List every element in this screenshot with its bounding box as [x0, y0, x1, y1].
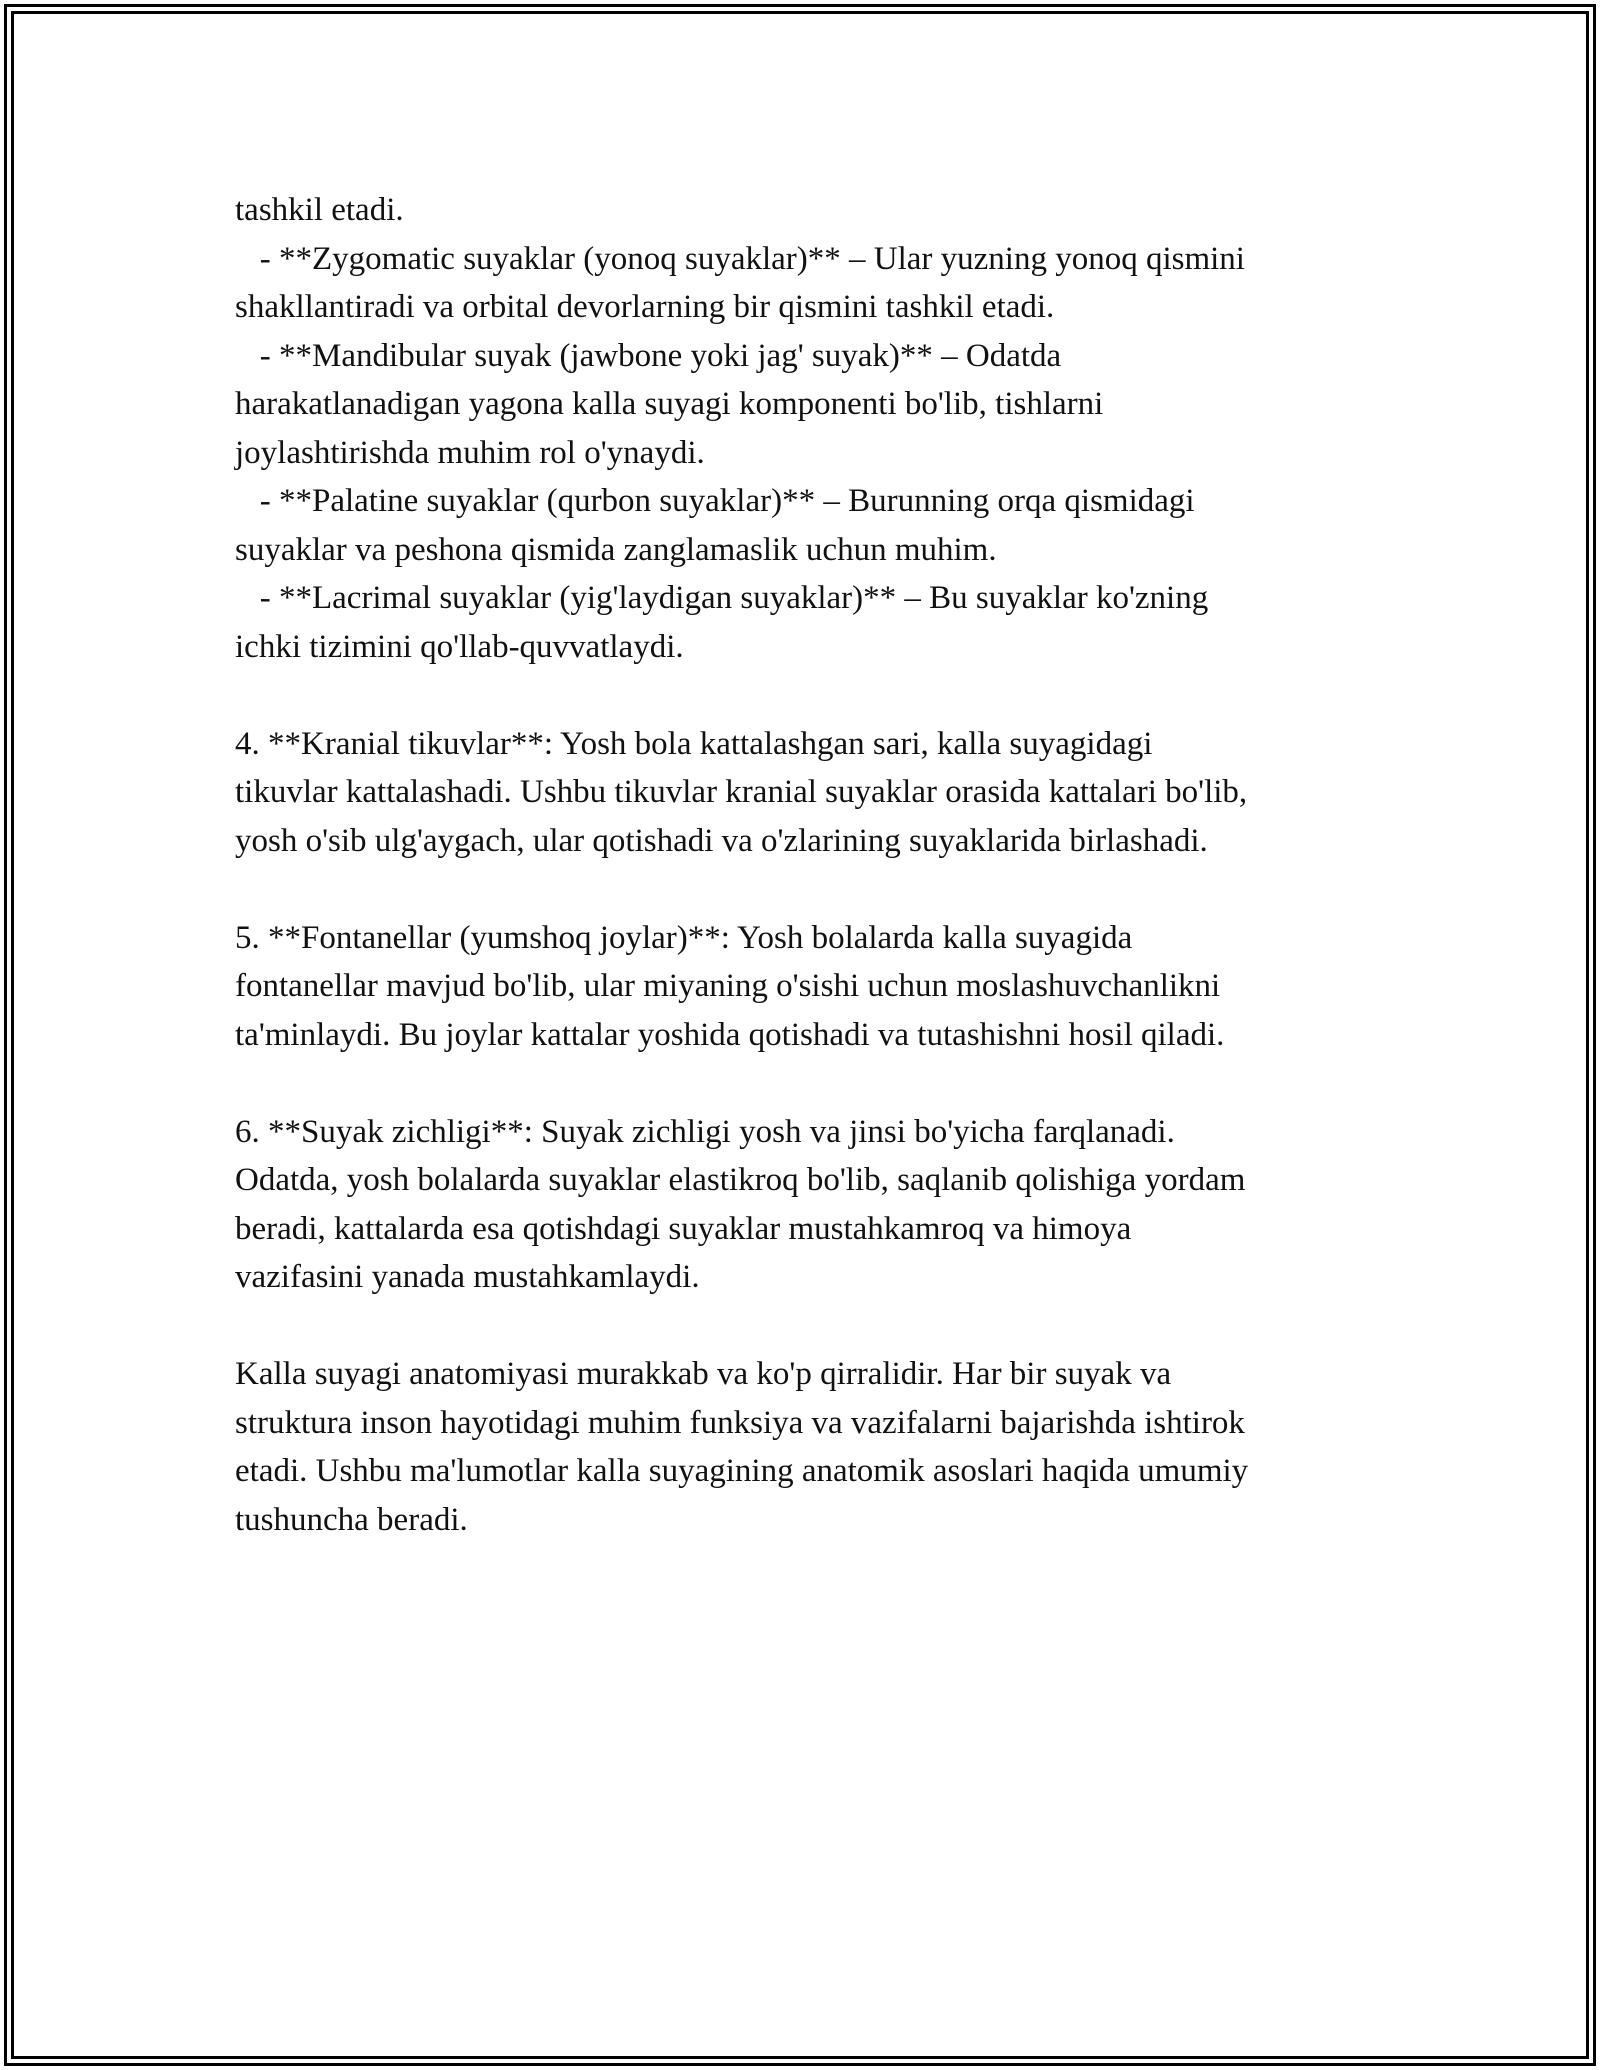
- text-line: suyaklar va peshona qismida zanglamaslik uchun muhim.: [235, 531, 997, 568]
- paragraph-gap: [235, 671, 1415, 720]
- text-line: Odatda, yosh bolalarda suyaklar elastikroq bo'lib, saqlanib qolishiga yordam: [235, 1162, 1246, 1198]
- text-line: 5. **Fontanellar (yumshoq joylar)**: Yosh bolalarda kalla suyagida: [235, 919, 1133, 956]
- document-body: [235, 186, 1415, 1544]
- text-line: shakllantiradi va orbital devorlarning bir qismini tashkil etadi.: [235, 289, 1055, 325]
- text-line: - **Mandibular suyak (jawbone yoki jag' suyak)** – Odatda: [235, 337, 1062, 374]
- text-line: - **Lacrimal suyaklar (yig'laydigan suyaklar)** – Bu suyaklar ko'zning: [235, 580, 1209, 616]
- paragraph-gap: [235, 1302, 1415, 1351]
- paragraph-gap: [235, 1059, 1415, 1108]
- text-line: vazifasini yanada mustahkamlaydi.: [235, 1259, 700, 1295]
- text-line: tashkil etadi.: [235, 192, 404, 228]
- text-line: harakatlanadigan yagona kalla suyagi komponenti bo'lib, tishlarni: [235, 386, 1104, 422]
- paragraph-gap: [235, 865, 1415, 914]
- text-line: etadi. Ushbu ma'lumotlar kalla suyagining anatomik asoslari haqida umumiy: [235, 1453, 1249, 1489]
- text-line: - **Zygomatic suyaklar (yonoq suyaklar)** – Ular yuzning yonoq qismini: [235, 240, 1245, 277]
- text-line: tushuncha beradi.: [235, 1501, 468, 1538]
- text-line: ta'minlaydi. Bu joylar kattalar yoshida qotishadi va tutashishni hosil qiladi.: [235, 1016, 1225, 1053]
- text-line: fontanellar mavjud bo'lib, ular miyaning o'sishi uchun moslashuvchanlikni: [235, 968, 1221, 1004]
- text-line: Kalla suyagi anatomiyasi murakkab va ko'p qirralidir. Har bir suyak va: [235, 1356, 1172, 1392]
- text-line: ichki tizimini qo'llab-quvvatlaydi.: [235, 628, 684, 665]
- text-line: - **Palatine suyaklar (qurbon suyaklar)** – Burunning orqa qismidagi: [235, 483, 1195, 519]
- text-line: 6. **Suyak zichligi**: Suyak zichligi yosh va jinsi bo'yicha farqlanadi.: [235, 1113, 1175, 1150]
- text-line: tikuvlar kattalashadi. Ushbu tikuvlar kranial suyaklar orasida kattalari bo'lib,: [235, 774, 1248, 810]
- text-line: 4. **Kranial tikuvlar**: Yosh bola kattalashgan sari, kalla suyagidagi: [235, 725, 1153, 762]
- text-line: joylashtirishda muhim rol o'ynaydi.: [235, 434, 705, 471]
- text-line: struktura inson hayotidagi muhim funksiya va vazifalarni bajarishda ishtirok: [235, 1404, 1245, 1441]
- text-line: yosh o'sib ulg'aygach, ular qotishadi va o'zlarining suyaklarida birlashadi.: [235, 822, 1208, 859]
- text-line: beradi, kattalarda esa qotishdagi suyaklar mustahkamroq va himoya: [235, 1210, 1132, 1247]
